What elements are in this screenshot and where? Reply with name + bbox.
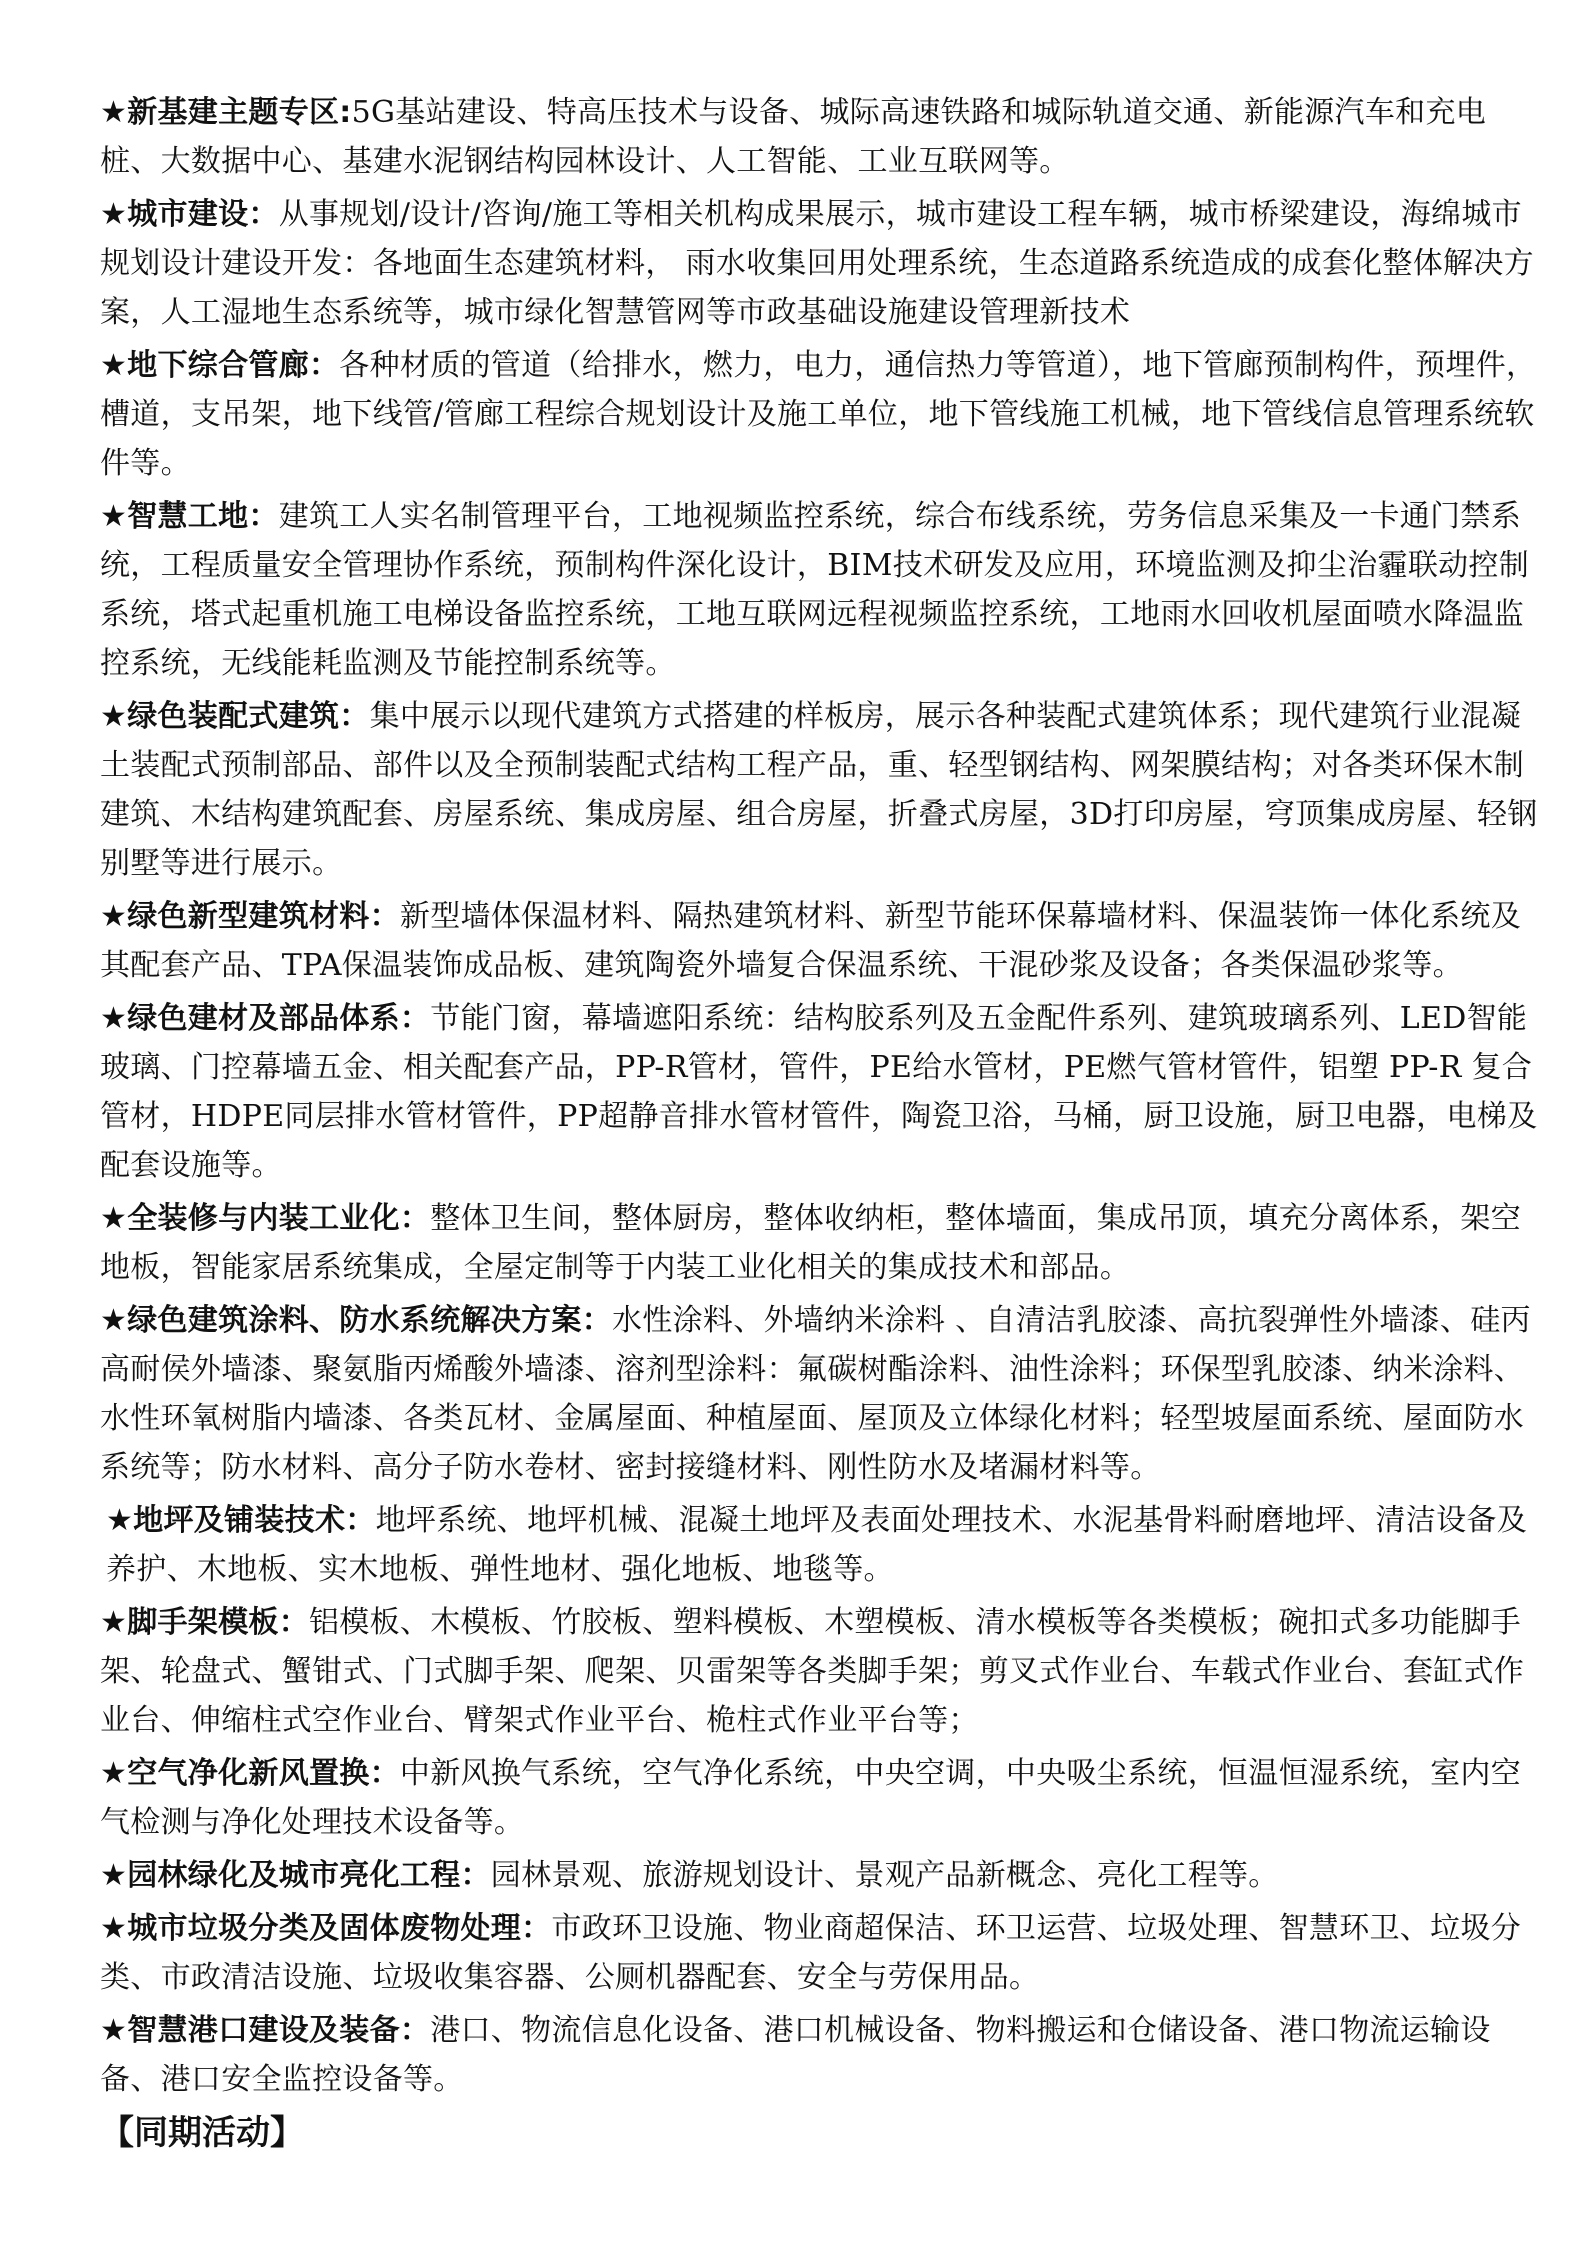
entry-landscaping — [100, 1851, 1540, 1900]
entry-smart-port — [100, 2006, 1540, 2104]
entry-text: 地坪系统、地坪机械、混凝土地坪及表面处理技术、水泥基骨料耐磨地坪、清洁设备及养护、木地板、实木地板、弹性地材、强化地板、地毯等。 — [106, 1503, 1528, 1587]
section-title: 【同期活动】 — [100, 2113, 304, 2153]
entry-building-components — [100, 994, 1540, 1190]
entry-new-materials — [100, 892, 1540, 990]
document-body — [100, 88, 1540, 2158]
entry-heading: ★地下综合管廊： — [100, 348, 340, 383]
entry-heading: ★新基建主题专区: — [100, 95, 352, 130]
entry-interior-industrialization — [100, 1194, 1540, 1292]
entry-text: 节能门窗，幕墙遮阳系统：结构胶系列及五金配件系列、建筑玻璃系列、LED智能玻璃、门控幕墙五金、相关配套产品，PP-R管材，管件，PE给水管材，PE燃气管材管件，铝塑 PP-R 复合管材，HDPE同层排水管材管件，PP超静音排水管材管件，陶瓷卫浴，马桶，厨卫设施，厨卫电器，电梯及配套设施等。 — [100, 1001, 1538, 1183]
entry-utility-tunnel — [100, 341, 1540, 488]
entry-heading: ★空气净化新风置换： — [100, 1756, 400, 1791]
entry-text: 集中展示以现代建筑方式搭建的样板房，展示各种装配式建筑体系；现代建筑行业混凝土装配式预制部品、部件以及全预制装配式结构工程产品，重、轻型钢结构、网架膜结构；对各类环保木制建筑、木结构建筑配套、房屋系统、集成房屋、组合房屋，折叠式房屋，3D打印房屋，穹顶集成房屋、轻钢别墅等进行展示。 — [100, 699, 1538, 881]
entry-waste-management — [100, 1904, 1540, 2002]
entry-flooring — [100, 1496, 1540, 1594]
entry-text: 市政环卫设施、物业商超保洁、环卫运营、垃圾处理、智慧环卫、垃圾分类、市政清洁设施、垃圾收集容器、公厕机器配套、安全与劳保用品。 — [100, 1911, 1522, 1995]
entry-urban-construction — [100, 190, 1540, 337]
entry-heading: ★园林绿化及城市亮化工程： — [100, 1858, 491, 1893]
entry-smart-site — [100, 492, 1540, 688]
entry-text: 5G基站建设、特高压技术与设备、城际高速铁路和城际轨道交通、新能源汽车和充电桩、大数据中心、基建水泥钢结构园林设计、人工智能、工业互联网等。 — [100, 95, 1487, 179]
entry-coatings-waterproofing — [100, 1296, 1540, 1492]
entry-heading: ★全装修与内装工业化： — [100, 1201, 431, 1236]
entry-text: 水性涂料、外墙纳米涂料 、自清洁乳胶漆、高抗裂弹性外墙漆、硅丙高耐侯外墙漆、聚氨脂丙烯酸外墙漆、溶剂型涂料：氟碳树酯涂料、油性涂料；环保型乳胶漆、纳米涂料、水性环氧树脂内墙漆、各类瓦材、金属屋面、种植屋面、屋顶及立体绿化材料；轻型坡屋面系统、屋面防水系统等；防水材料、高分子防水卷材、密封接缝材料、刚性防水及堵漏材料等。 — [100, 1303, 1531, 1485]
entry-air-purification — [100, 1749, 1540, 1847]
entry-heading: ★城市垃圾分类及固体废物处理： — [100, 1911, 552, 1946]
entry-prefab-building — [100, 692, 1540, 888]
entry-heading: ★绿色新型建筑材料： — [100, 899, 400, 934]
entry-new-infrastructure — [100, 88, 1540, 186]
entry-heading: ★绿色建筑涂料、防水系统解决方案： — [100, 1303, 612, 1338]
entry-text: 建筑工人实名制管理平台，工地视频监控系统，综合布线系统，劳务信息采集及一卡通门禁系统，工程质量安全管理协作系统，预制构件深化设计，BIM技术研发及应用，环境监测及抑尘治霾联动控制系统，塔式起重机施工电梯设备监控系统，工地互联网远程视频监控系统，工地雨水回收机屋面喷水降温监控系统，无线能耗监测及节能控制系统等。 — [100, 499, 1530, 681]
entry-text: 园林景观、旅游规划设计、景观产品新概念、亮化工程等。 — [490, 1858, 1279, 1893]
entry-text: 新型墙体保温材料、隔热建筑材料、新型节能环保幕墙材料、保温装饰一体化系统及其配套产品、TPA保温装饰成品板、建筑陶瓷外墙复合保温系统、干混砂浆及设备；各类保温砂浆等。 — [100, 899, 1522, 983]
entry-text: 港口、物流信息化设备、港口机械设备、物料搬运和仓储设备、港口物流运输设备、港口安全监控设备等。 — [100, 2013, 1491, 2097]
entry-heading: ★脚手架模板： — [100, 1605, 309, 1640]
entry-heading: ★绿色建材及部品体系： — [100, 1001, 431, 1036]
entry-heading: ★绿色装配式建筑： — [100, 699, 370, 734]
entry-heading: ★城市建设： — [100, 197, 279, 232]
entry-text: 从事规划/设计/咨询/施工等相关机构成果展示，城市建设工程车辆，城市桥梁建设，海绵城市规划设计建设开发：各地面生态建筑材料， 雨水收集回用处理系统，生态道路系统造成的成套化整体解决方案，人工湿地生态系统等，城市绿化智慧管网等市政基础设施建设管理新技术 — [100, 197, 1534, 330]
entry-heading: ★智慧港口建设及装备： — [100, 2013, 431, 2048]
entry-heading: ★智慧工地： — [100, 499, 279, 534]
entry-text: 各种材质的管道（给排水，燃力，电力，通信热力等管道），地下管廊预制构件，预埋件，槽道，支吊架，地下线管/管廊工程综合规划设计及施工单位，地下管线施工机械，地下管线信息管理系统软件等。 — [100, 348, 1537, 481]
entry-text: 中新风换气系统，空气净化系统，中央空调，中央吸尘系统，恒温恒湿系统，室内空气检测与净化处理技术设备等。 — [100, 1756, 1522, 1840]
entry-heading: ★地坪及铺装技术： — [106, 1503, 376, 1538]
entry-text: 整体卫生间，整体厨房，整体收纳柜，整体墙面，集成吊顶，填充分离体系，架空地板，智能家居系统集成，全屋定制等于内装工业化相关的集成技术和部品。 — [100, 1201, 1522, 1285]
entry-text: 铝模板、木模板、竹胶板、塑料模板、木塑模板、清水模板等各类模板；碗扣式多功能脚手架、轮盘式、蟹钳式、门式脚手架、爬架、贝雷架等各类脚手架；剪叉式作业台、车载式作业台、套缸式作业台、伸缩柱式空作业台、臂架式作业平台、桅柱式作业平台等； — [100, 1605, 1525, 1738]
entry-scaffolding — [100, 1598, 1540, 1745]
